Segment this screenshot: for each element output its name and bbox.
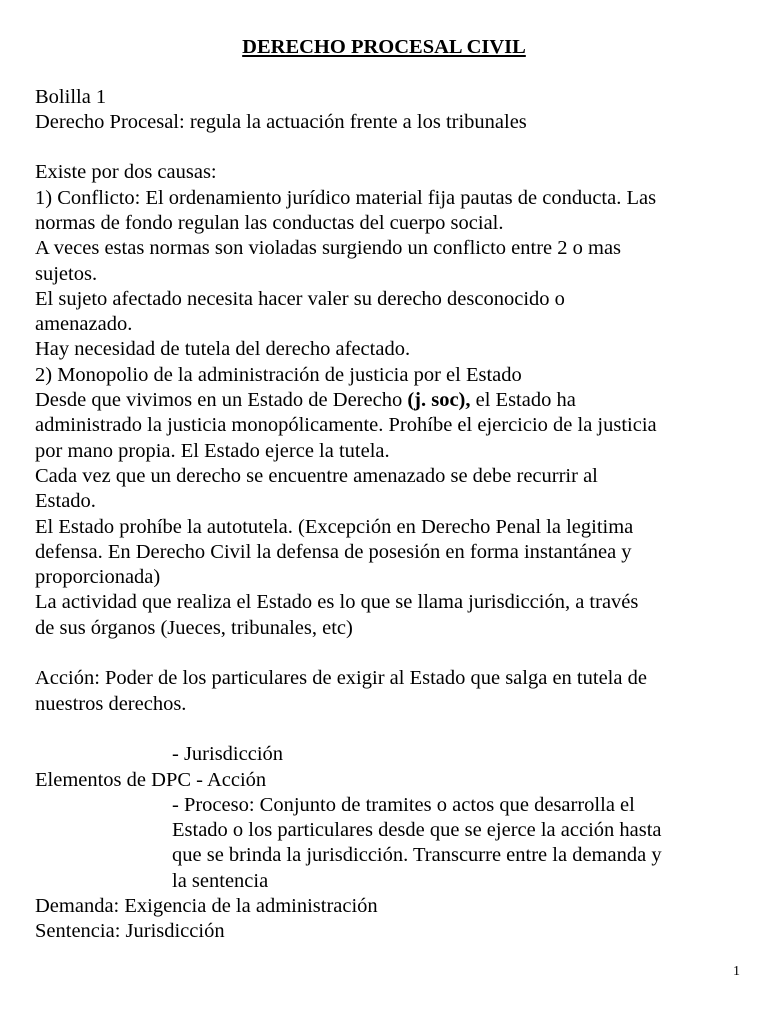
text-line: Elementos de DPC - Acción [35, 768, 267, 791]
text-line: Cada vez que un derecho se encuentre amenazado se debe recurrir al [35, 464, 598, 487]
text-line: Acción: Poder de los particulares de exigir al Estado que salga en tutela de [35, 667, 647, 690]
text-line: Hay necesidad de tutela del derecho afectado. [35, 338, 411, 361]
text-line: Sentencia: Jurisdicción [35, 920, 225, 943]
indented-line: - Jurisdicción [172, 743, 284, 766]
text-line: Bolilla 1 [35, 85, 107, 108]
text-line: sujetos. [35, 262, 98, 285]
indented-line: la sentencia [172, 869, 269, 892]
document-title: DERECHO PROCESAL CIVIL [242, 36, 526, 58]
blank-line [35, 717, 747, 742]
text-line: amenazado. [35, 313, 133, 336]
text-line: nuestros derechos. [35, 692, 187, 715]
blank-line [35, 641, 747, 666]
text-line: por mano propia. El Estado ejerce la tutela. [35, 439, 390, 462]
text-line: de sus órganos (Jueces, tribunales, etc) [35, 616, 353, 639]
text-line [35, 388, 747, 413]
document-body [35, 85, 747, 945]
text-line: 2) Monopolio de la administración de justicia por el Estado [35, 363, 522, 386]
text-line: A veces estas normas son violadas surgiendo un conflicto entre 2 o mas [35, 237, 622, 260]
text-line: La actividad que realiza el Estado es lo que se llama jurisdicción, a través [35, 591, 639, 614]
text-segment: el Estado ha [470, 389, 576, 412]
indented-line: - Proceso: Conjunto de tramites o actos que desarrolla el [172, 793, 635, 816]
text-line: administrado la justicia monopólicamente. Prohíbe el ejercicio de la justicia [35, 414, 657, 437]
text-line: 1) Conflicto: El ordenamiento jurídico material fija pautas de conducta. Las [35, 186, 657, 209]
bold-text: (j. soc), [407, 389, 471, 412]
text-line: proporcionada) [35, 566, 161, 589]
text-line: Derecho Procesal: regula la actuación frente a los tribunales [35, 110, 527, 133]
text-line: Demanda: Exigencia de la administración [35, 895, 378, 917]
text-line: El sujeto afectado necesita hacer valer su derecho desconocido o [35, 287, 565, 310]
text-segment: Desde que vivimos en un Estado de Derecho [35, 389, 408, 412]
text-line: Existe por dos causas: [35, 161, 217, 184]
page-number: 1 [733, 964, 740, 979]
blank-line [35, 135, 747, 160]
text-line: El Estado prohíbe la autotutela. (Excepción en Derecho Penal la legitima [35, 515, 634, 538]
indented-line: Estado o los particulares desde que se ejerce la acción hasta [172, 819, 662, 842]
text-line: defensa. En Derecho Civil la defensa de posesión en forma instantánea y [35, 540, 632, 563]
indented-line: que se brinda la jurisdicción. Transcurre entre la demanda y [172, 844, 662, 867]
text-line: Estado. [35, 490, 96, 513]
text-line: normas de fondo regulan las conductas del cuerpo social. [35, 211, 504, 234]
